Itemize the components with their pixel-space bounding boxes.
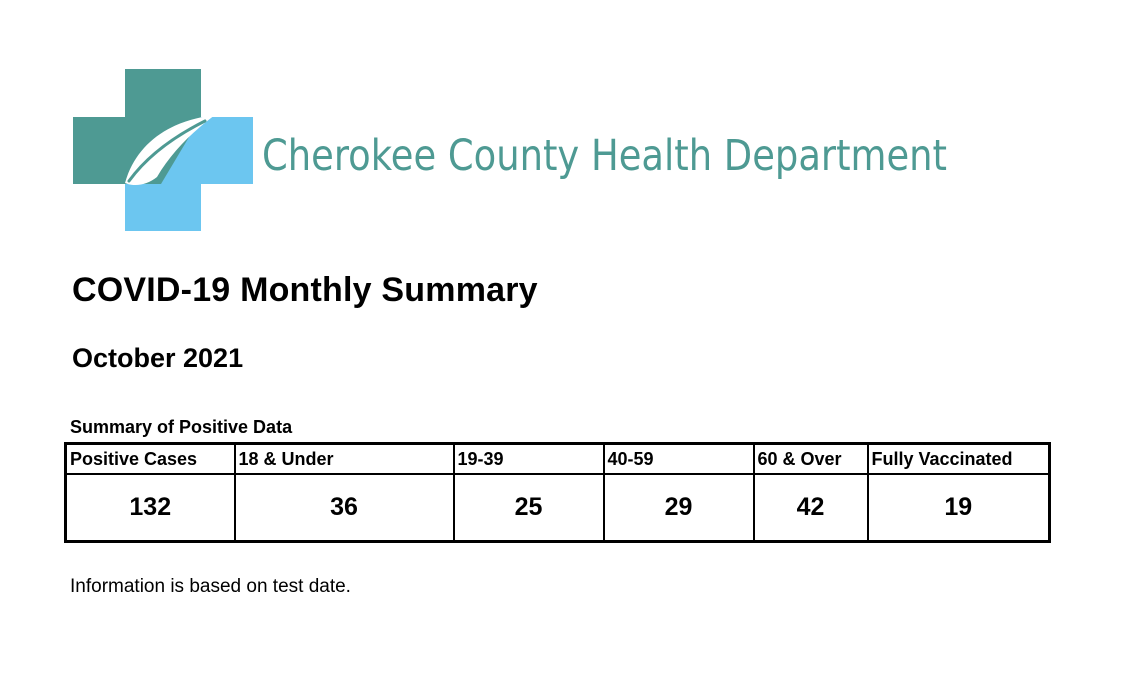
footnote: Information is based on test date. (70, 576, 351, 597)
value-fully-vaccinated: 19 (868, 474, 1050, 542)
value-40-59: 29 (604, 474, 754, 542)
header-60-and-over: 60 & Over (754, 444, 868, 475)
header-fully-vaccinated: Fully Vaccinated (868, 444, 1050, 475)
cross-leaf-logo-icon (73, 69, 253, 231)
table-caption: Summary of Positive Data (70, 417, 293, 437)
header-positive-cases: Positive Cases (66, 444, 235, 475)
org-name-wordmark (262, 108, 962, 188)
table-row (66, 474, 1050, 542)
header-40-59: 40-59 (604, 444, 754, 475)
header-18-and-under: 18 & Under (235, 444, 454, 475)
org-name-text: Cherokee County Health Department (262, 131, 947, 181)
value-18-and-under: 36 (235, 474, 454, 542)
value-60-and-over: 42 (754, 474, 868, 542)
page-title: COVID-19 Monthly Summary (72, 271, 538, 309)
header-19-39: 19-39 (454, 444, 604, 475)
table-header-row (66, 444, 1050, 475)
positive-data-table (64, 442, 1051, 543)
value-19-39: 25 (454, 474, 604, 542)
value-positive-cases: 132 (66, 474, 235, 542)
report-period: October 2021 (72, 343, 244, 373)
